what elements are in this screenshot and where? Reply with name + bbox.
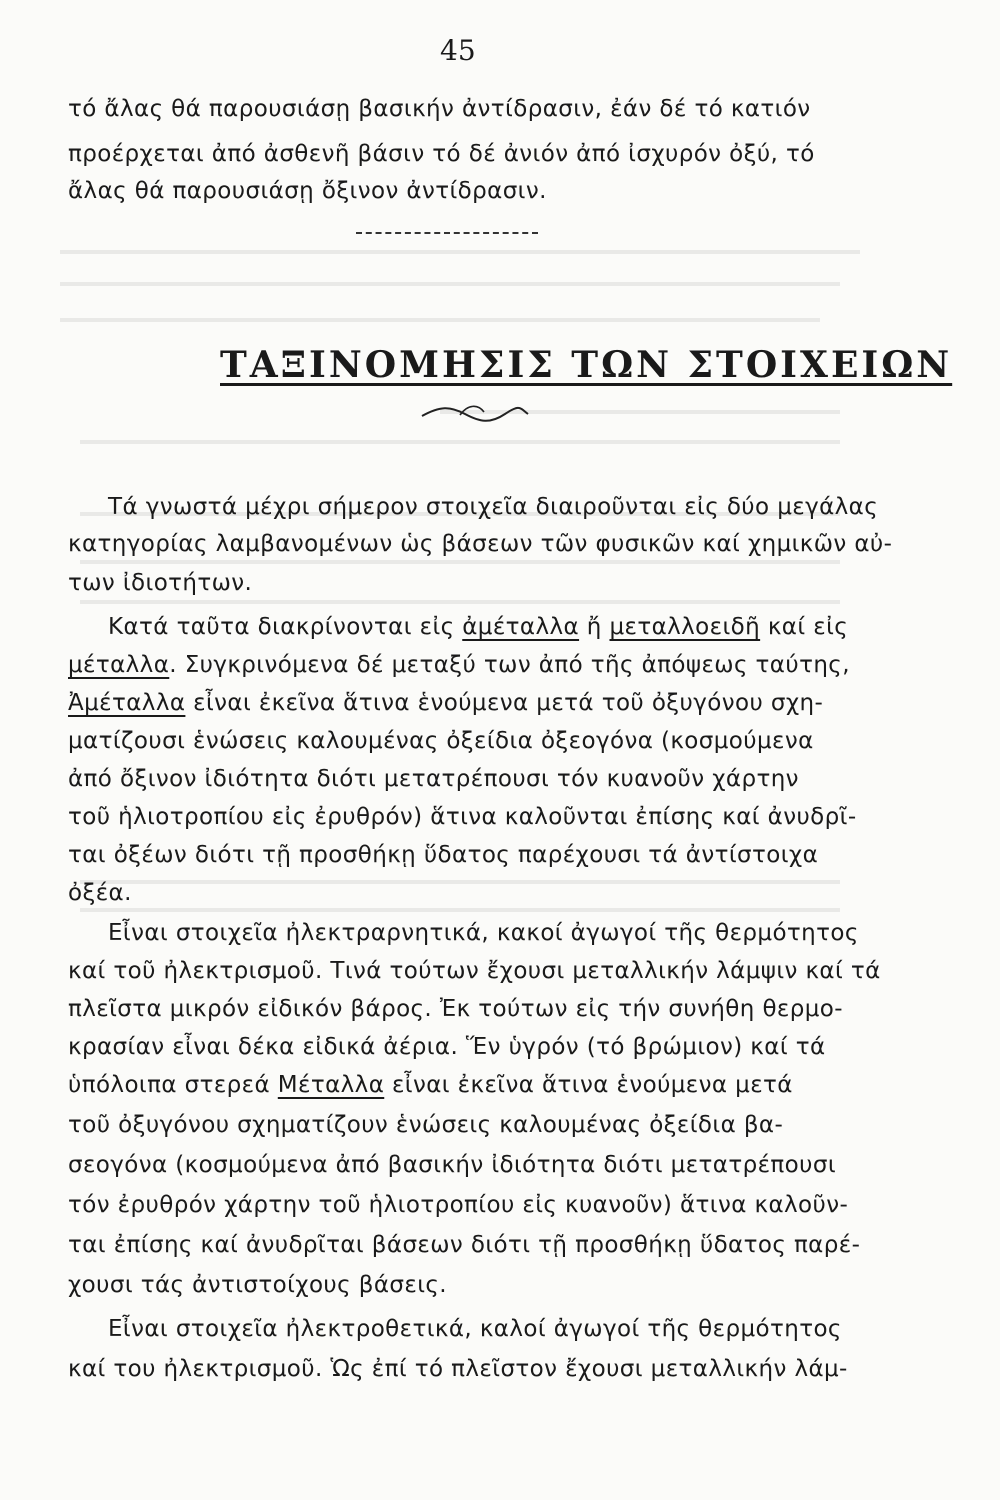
text-line: των ἰδιοτήτων. xyxy=(68,570,253,596)
text-line: τοῦ ὀξυγόνου σχηματίζουν ἑνώσεις καλουμένας ὀξείδια βα- xyxy=(68,1112,784,1138)
section-heading: ΤΑΞΙΝΟΜΗΣΙΣ ΤΩΝ ΣΤΟΙΧΕΙΩΝ xyxy=(220,344,953,386)
text-fragment: ὑπόλοιπα στερεά xyxy=(68,1072,278,1098)
text-line: ἄλας θά παρουσιάσῃ ὄξινον ἀντίδρασιν. xyxy=(68,178,547,204)
text-line: τοῦ ἡλιοτροπίου εἰς ἐρυθρόν) ἅτινα καλοῦνται ἐπίσης καί ἀνυδρῖ- xyxy=(68,804,857,830)
text-line: καί του ἠλεκτρισμοῦ. Ὡς ἐπί τό πλεῖστον ἔχουσι μεταλλικήν λάμ- xyxy=(68,1356,848,1382)
text-line: Εἶναι στοιχεῖα ἠλεκτραρνητικά, κακοί ἀγωγοί τῆς θερμότητος xyxy=(108,920,859,946)
text-line: σεογόνα (κοσμούμενα ἀπό βασικήν ἰδιότητα διότι μετατρέπουσι xyxy=(68,1152,836,1178)
page-number: 45 xyxy=(440,34,476,67)
text-line: κατηγορίας λαμβανομένων ὡς βάσεων τῶν φυσικῶν καί χημικῶν αὐ- xyxy=(68,531,893,557)
text-line: ἀπό ὄξινον ἰδιότητα διότι μετατρέπουσι τόν κυανοῦν χάρτην xyxy=(68,766,799,792)
flourish-ornament xyxy=(420,402,530,426)
section-divider xyxy=(356,232,538,234)
text-line: κρασίαν εἶναι δέκα εἰδικά ἀέρια. Ἕν ὑγρόν (τό βρώμιον) καί τά xyxy=(68,1034,826,1060)
text-line: προέρχεται ἀπό ἀσθενῆ βάσιν τό δέ ἀνιόν ἀπό ἰσχυρόν ὀξύ, τό xyxy=(68,141,815,167)
text-line: ματίζουσι ἑνώσεις καλουμένας ὀξείδια ὀξεογόνα (κοσμούμενα xyxy=(68,728,814,754)
term-metalla: μέταλλα xyxy=(68,652,170,678)
text-fragment: καί εἰς xyxy=(760,614,849,640)
text-line: τόν ἐρυθρόν χάρτην τοῦ ἡλιοτροπίου εἰς κυανοῦν) ἅτινα καλοῦν- xyxy=(68,1192,849,1218)
term-ametalla: ἀμέταλλα xyxy=(462,614,580,640)
text-line xyxy=(68,690,823,716)
term-ametalla-heading: Ἀμέταλλα xyxy=(68,690,186,716)
text-line xyxy=(108,614,848,640)
term-metalla-heading: Μέταλλα xyxy=(277,1072,385,1098)
text-line: τό ἄλας θά παρουσιάσῃ βασικήν ἀντίδρασιν, ἐάν δέ τό κατιόν xyxy=(68,96,811,122)
text-line: πλεῖστα μικρόν εἰδικόν βάρος. Ἐκ τούτων εἰς τήν συνήθη θερμο- xyxy=(68,996,843,1022)
text-fragment: εἶναι ἐκεῖνα ἅτινα ἑνούμενα μετά xyxy=(384,1072,793,1098)
text-line: ὀξέα. xyxy=(68,880,132,906)
text-line: ται ὀξέων διότι τῇ προσθήκῃ ὕδατος παρέχουσι τά ἀντίστοιχα xyxy=(68,842,819,868)
text-line: καί τοῦ ἠλεκτρισμοῦ. Τινά τούτων ἔχουσι μεταλλικήν λάμψιν καί τά xyxy=(68,958,881,984)
text-fragment: ἤ xyxy=(579,614,610,640)
term-metalloeidi: μεταλλοειδῆ xyxy=(609,614,761,640)
text-line: χουσι τάς ἀντιστοίχους βάσεις. xyxy=(68,1272,447,1298)
text-fragment: εἶναι ἐκεῖνα ἅτινα ἑνούμενα μετά τοῦ ὀξυγόνου σχη- xyxy=(185,690,824,716)
text-line xyxy=(68,652,850,678)
text-line xyxy=(68,1072,793,1098)
text-line: ται ἐπίσης καί ἀνυδρῖται βάσεων διότι τῇ προσθήκῃ ὕδατος παρέ- xyxy=(68,1232,861,1258)
text-line: Τά γνωστά μέχρι σήμερον στοιχεῖα διαιροῦνται εἰς δύο μεγάλας xyxy=(108,494,879,520)
text-line: Εἶναι στοιχεῖα ἠλεκτροθετικά, καλοί ἀγωγοί τῆς θερμότητος xyxy=(108,1316,842,1342)
text-fragment: Κατά ταῦτα διακρίνονται εἰς xyxy=(108,614,463,640)
text-fragment: . Συγκρινόμενα δέ μεταξύ των ἀπό τῆς ἀπόψεως ταύτης, xyxy=(169,652,850,678)
